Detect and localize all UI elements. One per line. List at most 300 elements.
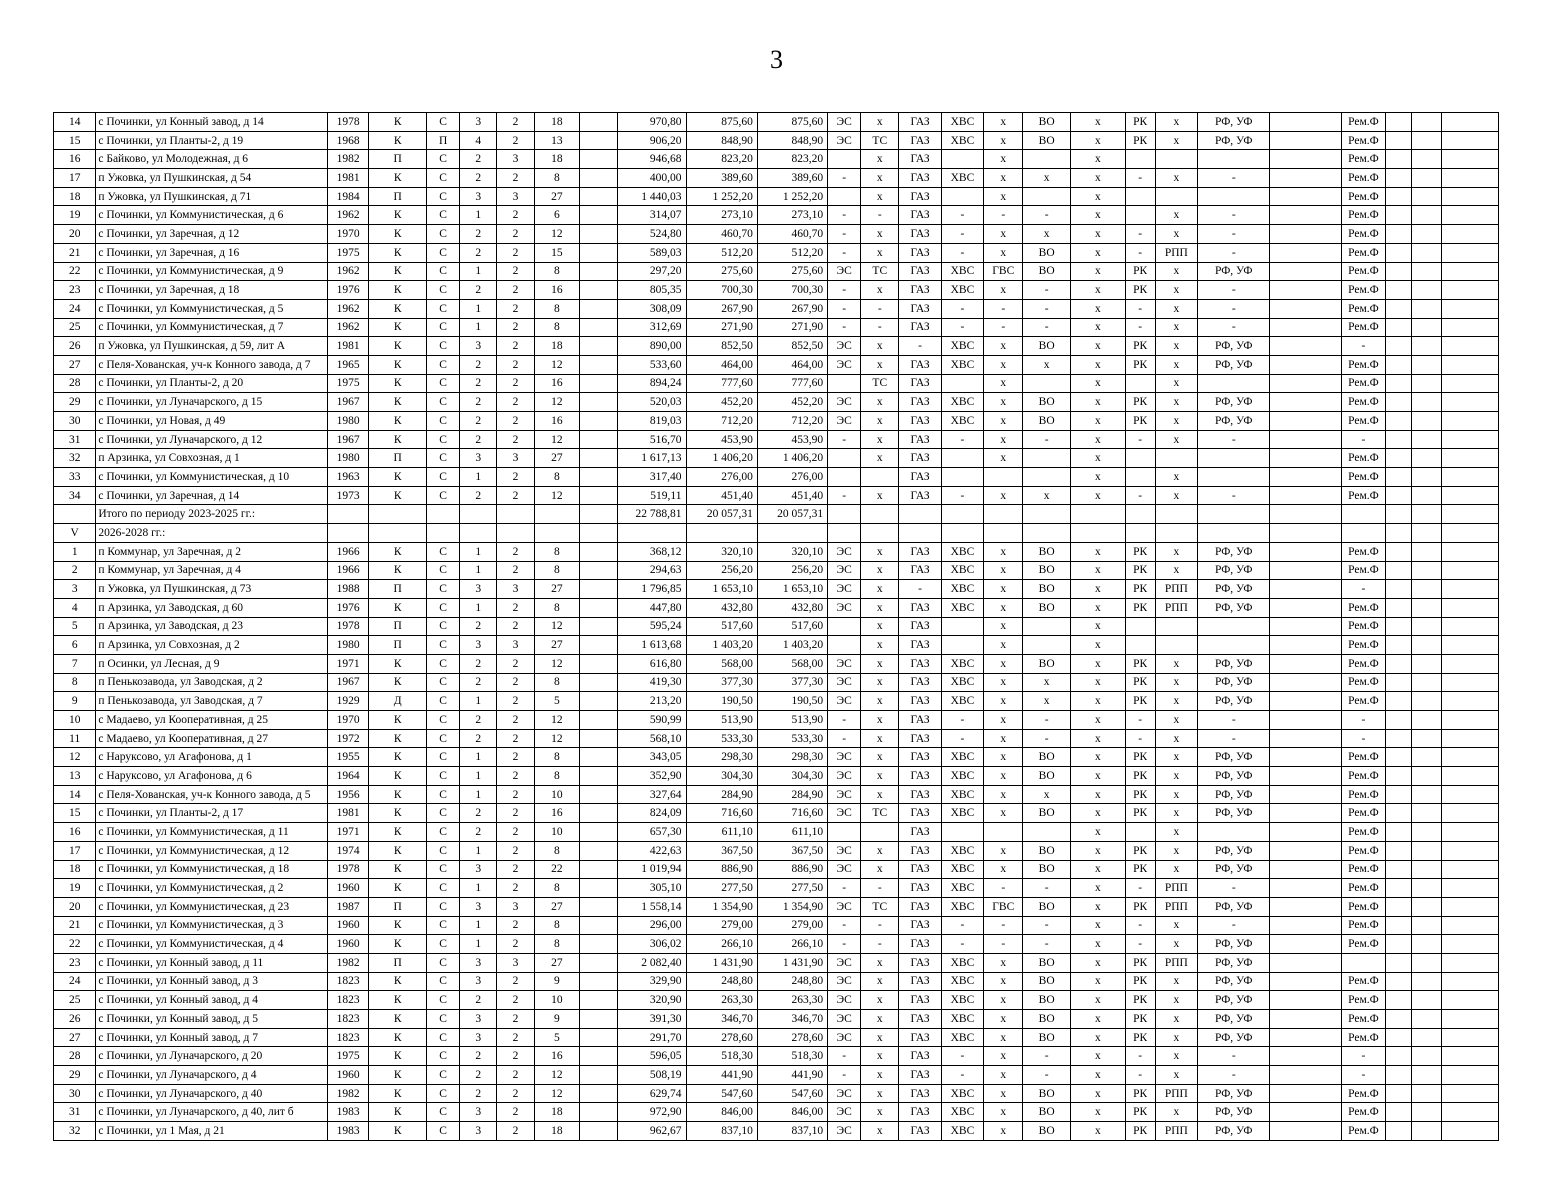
table-cell: ХВС bbox=[941, 169, 983, 188]
table-cell: х bbox=[1023, 169, 1071, 188]
table-cell bbox=[1441, 636, 1498, 655]
table-cell: С bbox=[427, 879, 460, 898]
table-cell: х bbox=[1155, 785, 1197, 804]
table-cell bbox=[1411, 206, 1441, 225]
table-cell: 837,10 bbox=[757, 1122, 827, 1141]
table-cell bbox=[580, 412, 618, 431]
table-cell: 190,50 bbox=[686, 692, 757, 711]
table-row bbox=[54, 804, 1499, 823]
table-cell bbox=[1441, 150, 1498, 169]
table-cell: С bbox=[427, 355, 460, 374]
table-cell: 3 bbox=[460, 897, 497, 916]
table-cell: Рем.Ф bbox=[1341, 1103, 1385, 1122]
table-cell: РК bbox=[1125, 1010, 1155, 1029]
table-cell: 304,30 bbox=[757, 767, 827, 786]
table-cell: РФ, УФ bbox=[1198, 897, 1270, 916]
table-cell: Рем.Ф bbox=[1341, 393, 1385, 412]
table-cell: ГАЗ bbox=[899, 598, 941, 617]
table-cell bbox=[369, 505, 427, 524]
table-cell bbox=[1155, 636, 1197, 655]
table-cell: С bbox=[427, 1028, 460, 1047]
table-cell: РК bbox=[1125, 841, 1155, 860]
table-cell: - bbox=[828, 281, 861, 300]
table-cell: 16 bbox=[534, 1047, 579, 1066]
table-cell: 452,20 bbox=[757, 393, 827, 412]
table-cell bbox=[1411, 393, 1441, 412]
table-cell: 2 bbox=[460, 225, 497, 244]
table-cell bbox=[1411, 1010, 1441, 1029]
table-cell: х bbox=[1155, 262, 1197, 281]
table-cell bbox=[1270, 225, 1341, 244]
table-cell: 1980 bbox=[327, 412, 368, 431]
table-cell: 2 bbox=[54, 561, 96, 580]
table-row bbox=[54, 860, 1499, 879]
table-cell: 2 bbox=[497, 169, 534, 188]
table-cell bbox=[580, 468, 618, 487]
table-cell bbox=[1386, 636, 1412, 655]
table-cell: 1988 bbox=[327, 580, 368, 599]
table-cell: 16 bbox=[534, 804, 579, 823]
table-cell bbox=[1386, 897, 1412, 916]
table-cell: ЭС bbox=[828, 355, 861, 374]
table-cell: 346,70 bbox=[686, 1010, 757, 1029]
table-cell bbox=[1411, 243, 1441, 262]
table-cell bbox=[1270, 841, 1341, 860]
table-cell: 1 bbox=[460, 748, 497, 767]
table-cell: 5 bbox=[534, 1028, 579, 1047]
address-cell: с Починки, ул Луначарского, д 20 bbox=[96, 1047, 328, 1066]
table-cell: 389,60 bbox=[686, 169, 757, 188]
table-cell: ХВС bbox=[941, 412, 983, 431]
table-cell: 1 252,20 bbox=[757, 187, 827, 206]
table-cell: х bbox=[984, 131, 1023, 150]
table-cell: х bbox=[861, 1084, 899, 1103]
table-cell: ХВС bbox=[941, 860, 983, 879]
table-cell: х bbox=[861, 748, 899, 767]
table-cell: ГАЗ bbox=[899, 654, 941, 673]
address-cell: с Починки, ул Конный завод, д 14 bbox=[96, 113, 328, 132]
table-cell: х bbox=[1155, 729, 1197, 748]
table-cell: 1967 bbox=[327, 673, 368, 692]
table-cell: П bbox=[369, 897, 427, 916]
table-cell: ХВС bbox=[941, 841, 983, 860]
address-cell: с Починки, ул Заречная, д 16 bbox=[96, 243, 328, 262]
table-cell: С bbox=[427, 1047, 460, 1066]
table-cell: х bbox=[861, 225, 899, 244]
table-cell bbox=[580, 150, 618, 169]
table-cell: х bbox=[861, 1028, 899, 1047]
table-cell: х bbox=[1070, 281, 1125, 300]
table-row bbox=[54, 617, 1499, 636]
table-cell: ГАЗ bbox=[899, 1047, 941, 1066]
table-cell bbox=[1386, 468, 1412, 487]
address-cell: с Наруксово, ул Агафонова, д 6 bbox=[96, 767, 328, 786]
table-cell: РФ, УФ bbox=[1198, 561, 1270, 580]
table-cell: 314,07 bbox=[618, 206, 686, 225]
table-cell: 1970 bbox=[327, 711, 368, 730]
table-cell bbox=[580, 1084, 618, 1103]
table-cell bbox=[1441, 673, 1498, 692]
table-cell: х bbox=[1070, 841, 1125, 860]
table-cell: 256,20 bbox=[686, 561, 757, 580]
table-cell: 972,90 bbox=[618, 1103, 686, 1122]
table-cell: РК bbox=[1125, 337, 1155, 356]
table-cell: - bbox=[1341, 711, 1385, 730]
table-cell: х bbox=[1070, 430, 1125, 449]
table-cell bbox=[427, 505, 460, 524]
table-cell: К bbox=[369, 113, 427, 132]
table-cell: С bbox=[427, 113, 460, 132]
table-cell: 275,60 bbox=[757, 262, 827, 281]
table-cell: 2 bbox=[497, 542, 534, 561]
table-cell: ЭС bbox=[828, 748, 861, 767]
table-cell: ВО bbox=[1023, 561, 1071, 580]
table-cell bbox=[1411, 187, 1441, 206]
table-cell: - bbox=[1125, 318, 1155, 337]
table-cell: 875,60 bbox=[757, 113, 827, 132]
table-cell: х bbox=[984, 1103, 1023, 1122]
table-cell bbox=[327, 505, 368, 524]
table-cell: 1 bbox=[460, 692, 497, 711]
table-cell: х bbox=[984, 430, 1023, 449]
table-cell: 2 bbox=[497, 113, 534, 132]
table-cell bbox=[1125, 187, 1155, 206]
table-cell bbox=[1270, 1028, 1341, 1047]
table-row bbox=[54, 1010, 1499, 1029]
table-cell: 2 bbox=[497, 225, 534, 244]
table-cell: ГАЗ bbox=[899, 729, 941, 748]
table-cell: 3 bbox=[460, 1010, 497, 1029]
table-cell: 1976 bbox=[327, 598, 368, 617]
table-cell: 10 bbox=[534, 823, 579, 842]
table-row bbox=[54, 505, 1499, 524]
table-cell bbox=[1441, 393, 1498, 412]
table-cell bbox=[1125, 449, 1155, 468]
table-cell: ГАЗ bbox=[899, 318, 941, 337]
table-cell: х bbox=[1070, 916, 1125, 935]
table-cell: К bbox=[369, 1122, 427, 1141]
table-cell: - bbox=[1125, 879, 1155, 898]
table-cell: Рем.Ф bbox=[1341, 1028, 1385, 1047]
table-cell: - bbox=[941, 225, 983, 244]
table-cell: П bbox=[369, 617, 427, 636]
table-cell: 2 bbox=[497, 243, 534, 262]
table-cell: 32 bbox=[54, 449, 96, 468]
table-cell bbox=[580, 935, 618, 954]
table-cell bbox=[1270, 262, 1341, 281]
table-row bbox=[54, 561, 1499, 580]
table-cell: - bbox=[1198, 729, 1270, 748]
table-cell: К bbox=[369, 767, 427, 786]
table-row bbox=[54, 1084, 1499, 1103]
table-cell bbox=[1411, 767, 1441, 786]
table-cell: - bbox=[1198, 1066, 1270, 1085]
table-cell: 1982 bbox=[327, 953, 368, 972]
table-cell: х bbox=[1070, 374, 1125, 393]
table-cell bbox=[1270, 524, 1341, 543]
table-cell: - bbox=[1125, 243, 1155, 262]
table-cell: 464,00 bbox=[757, 355, 827, 374]
table-cell bbox=[580, 860, 618, 879]
table-cell: ГАЗ bbox=[899, 860, 941, 879]
table-cell: 17 bbox=[54, 841, 96, 860]
table-cell: ГВС bbox=[984, 897, 1023, 916]
table-cell: 2 bbox=[460, 374, 497, 393]
table-cell bbox=[497, 524, 534, 543]
table-cell bbox=[580, 430, 618, 449]
table-cell: ВО bbox=[1023, 337, 1071, 356]
table-cell bbox=[1270, 412, 1341, 431]
table-cell bbox=[1411, 169, 1441, 188]
table-row bbox=[54, 916, 1499, 935]
table-cell: К bbox=[369, 430, 427, 449]
table-cell bbox=[580, 542, 618, 561]
table-cell: - bbox=[1125, 299, 1155, 318]
table-cell: 1 bbox=[460, 935, 497, 954]
table-cell bbox=[580, 1010, 618, 1029]
table-cell: 16 bbox=[534, 374, 579, 393]
table-cell: ТС bbox=[861, 374, 899, 393]
table-cell bbox=[1386, 486, 1412, 505]
table-cell: К bbox=[369, 299, 427, 318]
table-cell: - bbox=[1198, 169, 1270, 188]
table-cell: 712,20 bbox=[686, 412, 757, 431]
table-cell bbox=[1198, 524, 1270, 543]
table-cell bbox=[1386, 561, 1412, 580]
table-cell: 8 bbox=[534, 262, 579, 281]
table-cell: 970,80 bbox=[618, 113, 686, 132]
table-cell: - bbox=[941, 206, 983, 225]
table-cell bbox=[757, 524, 827, 543]
table-cell: - bbox=[1341, 1066, 1385, 1085]
table-cell: ВО bbox=[1023, 748, 1071, 767]
table-cell: ХВС bbox=[941, 281, 983, 300]
table-cell: Рем.Ф bbox=[1341, 823, 1385, 842]
table-cell: 533,30 bbox=[686, 729, 757, 748]
table-cell: х bbox=[861, 617, 899, 636]
table-cell bbox=[1411, 654, 1441, 673]
table-cell: С bbox=[427, 823, 460, 842]
table-cell: Рем.Ф bbox=[1341, 169, 1385, 188]
table-cell: 2 bbox=[460, 169, 497, 188]
table-cell bbox=[580, 729, 618, 748]
table-cell: х bbox=[984, 486, 1023, 505]
table-cell: 1962 bbox=[327, 299, 368, 318]
table-cell bbox=[1270, 1084, 1341, 1103]
table-cell: х bbox=[1070, 113, 1125, 132]
table-cell: С bbox=[427, 1010, 460, 1029]
table-cell: - bbox=[861, 318, 899, 337]
address-cell: п Арзинка, ул Заводская, д 23 bbox=[96, 617, 328, 636]
table-cell: х bbox=[1070, 1122, 1125, 1141]
table-cell bbox=[580, 299, 618, 318]
table-cell: х bbox=[1070, 337, 1125, 356]
table-cell: 513,90 bbox=[757, 711, 827, 730]
table-cell bbox=[1411, 281, 1441, 300]
table-cell: х bbox=[861, 598, 899, 617]
table-row bbox=[54, 897, 1499, 916]
table-cell: х bbox=[1023, 673, 1071, 692]
table-cell bbox=[1411, 524, 1441, 543]
table-cell: РК bbox=[1125, 355, 1155, 374]
table-cell bbox=[1198, 636, 1270, 655]
table-cell: 34 bbox=[54, 486, 96, 505]
table-cell: Рем.Ф bbox=[1341, 692, 1385, 711]
table-cell: 277,50 bbox=[757, 879, 827, 898]
address-cell: п Ужовка, ул Пушкинская, д 59, лит А bbox=[96, 337, 328, 356]
table-cell bbox=[1411, 561, 1441, 580]
table-cell: 3 bbox=[460, 1103, 497, 1122]
table-cell bbox=[1270, 150, 1341, 169]
table-cell: РФ, УФ bbox=[1198, 972, 1270, 991]
table-cell: РК bbox=[1125, 953, 1155, 972]
address-cell: с Починки, ул Заречная, д 18 bbox=[96, 281, 328, 300]
table-cell: 26 bbox=[54, 337, 96, 356]
table-cell bbox=[1441, 841, 1498, 860]
table-cell: РФ, УФ bbox=[1198, 804, 1270, 823]
table-cell bbox=[1386, 225, 1412, 244]
table-cell: х bbox=[984, 169, 1023, 188]
table-cell: П bbox=[369, 150, 427, 169]
table-cell bbox=[580, 804, 618, 823]
table-cell bbox=[1386, 860, 1412, 879]
table-cell: х bbox=[1070, 617, 1125, 636]
table-cell: ВО bbox=[1023, 1122, 1071, 1141]
table-cell: 1 613,68 bbox=[618, 636, 686, 655]
table-cell: 279,00 bbox=[686, 916, 757, 935]
table-cell: х bbox=[861, 187, 899, 206]
table-cell: 12 bbox=[534, 430, 579, 449]
table-cell: ВО bbox=[1023, 113, 1071, 132]
table-cell: С bbox=[427, 767, 460, 786]
table-cell: ХВС bbox=[941, 879, 983, 898]
table-cell: 2 082,40 bbox=[618, 953, 686, 972]
table-cell: 1 431,90 bbox=[686, 953, 757, 972]
table-cell: 3 bbox=[460, 580, 497, 599]
table-cell bbox=[1411, 879, 1441, 898]
table-cell bbox=[1270, 897, 1341, 916]
table-cell bbox=[580, 355, 618, 374]
address-cell: с Починки, ул Коммунистическая, д 4 bbox=[96, 935, 328, 954]
table-cell: 294,63 bbox=[618, 561, 686, 580]
table-cell: 12 bbox=[534, 393, 579, 412]
table-cell: С bbox=[427, 561, 460, 580]
table-cell: 18 bbox=[534, 1103, 579, 1122]
table-cell: РК bbox=[1125, 785, 1155, 804]
table-cell: 298,30 bbox=[686, 748, 757, 767]
table-cell: 441,90 bbox=[757, 1066, 827, 1085]
table-cell: х bbox=[1155, 393, 1197, 412]
address-cell: с Починки, ул Коммунистическая, д 3 bbox=[96, 916, 328, 935]
address-cell: с Починки, ул Коммунистическая, д 5 bbox=[96, 299, 328, 318]
table-cell: 533,60 bbox=[618, 355, 686, 374]
table-row bbox=[54, 337, 1499, 356]
address-cell: с Починки, ул Конный завод, д 4 bbox=[96, 991, 328, 1010]
table-cell: 589,03 bbox=[618, 243, 686, 262]
table-cell: 517,60 bbox=[757, 617, 827, 636]
table-cell: 2 bbox=[497, 281, 534, 300]
table-cell: 1973 bbox=[327, 486, 368, 505]
table-cell: х bbox=[984, 412, 1023, 431]
table-cell bbox=[1441, 935, 1498, 954]
table-cell: С bbox=[427, 785, 460, 804]
table-cell bbox=[1386, 673, 1412, 692]
table-cell: 890,00 bbox=[618, 337, 686, 356]
table-cell: ГАЗ bbox=[899, 935, 941, 954]
table-cell: 517,60 bbox=[686, 617, 757, 636]
table-cell: 1 bbox=[460, 299, 497, 318]
table-cell: 31 bbox=[54, 1103, 96, 1122]
table-cell: х bbox=[984, 1066, 1023, 1085]
table-cell: 2 bbox=[497, 374, 534, 393]
table-cell: 2 bbox=[460, 654, 497, 673]
table-cell: х bbox=[984, 1010, 1023, 1029]
table-cell: РПП bbox=[1155, 897, 1197, 916]
table-cell: ГВС bbox=[984, 262, 1023, 281]
table-cell: 513,90 bbox=[686, 711, 757, 730]
table-cell: - bbox=[1125, 169, 1155, 188]
table-cell: ГАЗ bbox=[899, 542, 941, 561]
table-cell: 451,40 bbox=[686, 486, 757, 505]
table-cell: 2 bbox=[460, 393, 497, 412]
table-cell bbox=[1270, 1103, 1341, 1122]
table-cell: Рем.Ф bbox=[1341, 150, 1385, 169]
table-cell bbox=[1023, 374, 1071, 393]
table-cell: ЭС bbox=[828, 767, 861, 786]
table-cell bbox=[828, 187, 861, 206]
table-cell: ХВС bbox=[941, 393, 983, 412]
table-cell: С bbox=[427, 393, 460, 412]
table-cell: 8 bbox=[534, 841, 579, 860]
table-cell: РК bbox=[1125, 673, 1155, 692]
table-cell: 1 653,10 bbox=[757, 580, 827, 599]
address-cell: с Починки, ул Коммунистическая, д 18 bbox=[96, 860, 328, 879]
table-cell bbox=[1441, 561, 1498, 580]
table-cell: РК bbox=[1125, 897, 1155, 916]
table-cell: 8 bbox=[534, 169, 579, 188]
table-cell: К bbox=[369, 318, 427, 337]
table-cell: х bbox=[1023, 486, 1071, 505]
table-cell: ВО bbox=[1023, 804, 1071, 823]
table-cell: 28 bbox=[54, 1047, 96, 1066]
address-cell: с Починки, ул Коммунистическая, д 6 bbox=[96, 206, 328, 225]
table-cell bbox=[1411, 225, 1441, 244]
table-cell: 16 bbox=[534, 412, 579, 431]
table-cell: - bbox=[1198, 1047, 1270, 1066]
table-cell bbox=[686, 524, 757, 543]
table-cell: х bbox=[1070, 785, 1125, 804]
table-cell bbox=[1270, 131, 1341, 150]
table-cell: 12 bbox=[534, 225, 579, 244]
table-cell: ХВС bbox=[941, 767, 983, 786]
table-cell: х bbox=[1155, 972, 1197, 991]
table-cell: 1 403,20 bbox=[757, 636, 827, 655]
table-cell: Рем.Ф bbox=[1341, 972, 1385, 991]
table-cell: х bbox=[1070, 748, 1125, 767]
address-cell: с Починки, ул Луначарского, д 12 bbox=[96, 430, 328, 449]
table-cell bbox=[1441, 729, 1498, 748]
table-cell bbox=[1441, 262, 1498, 281]
table-cell bbox=[1386, 692, 1412, 711]
table-cell: - bbox=[899, 580, 941, 599]
table-cell: РФ, УФ bbox=[1198, 131, 1270, 150]
table-cell: 12 bbox=[534, 355, 579, 374]
table-cell: 389,60 bbox=[757, 169, 827, 188]
table-cell: х bbox=[1070, 393, 1125, 412]
table-cell: 1823 bbox=[327, 1028, 368, 1047]
table-cell: ГАЗ bbox=[899, 355, 941, 374]
table-cell: х bbox=[1070, 206, 1125, 225]
